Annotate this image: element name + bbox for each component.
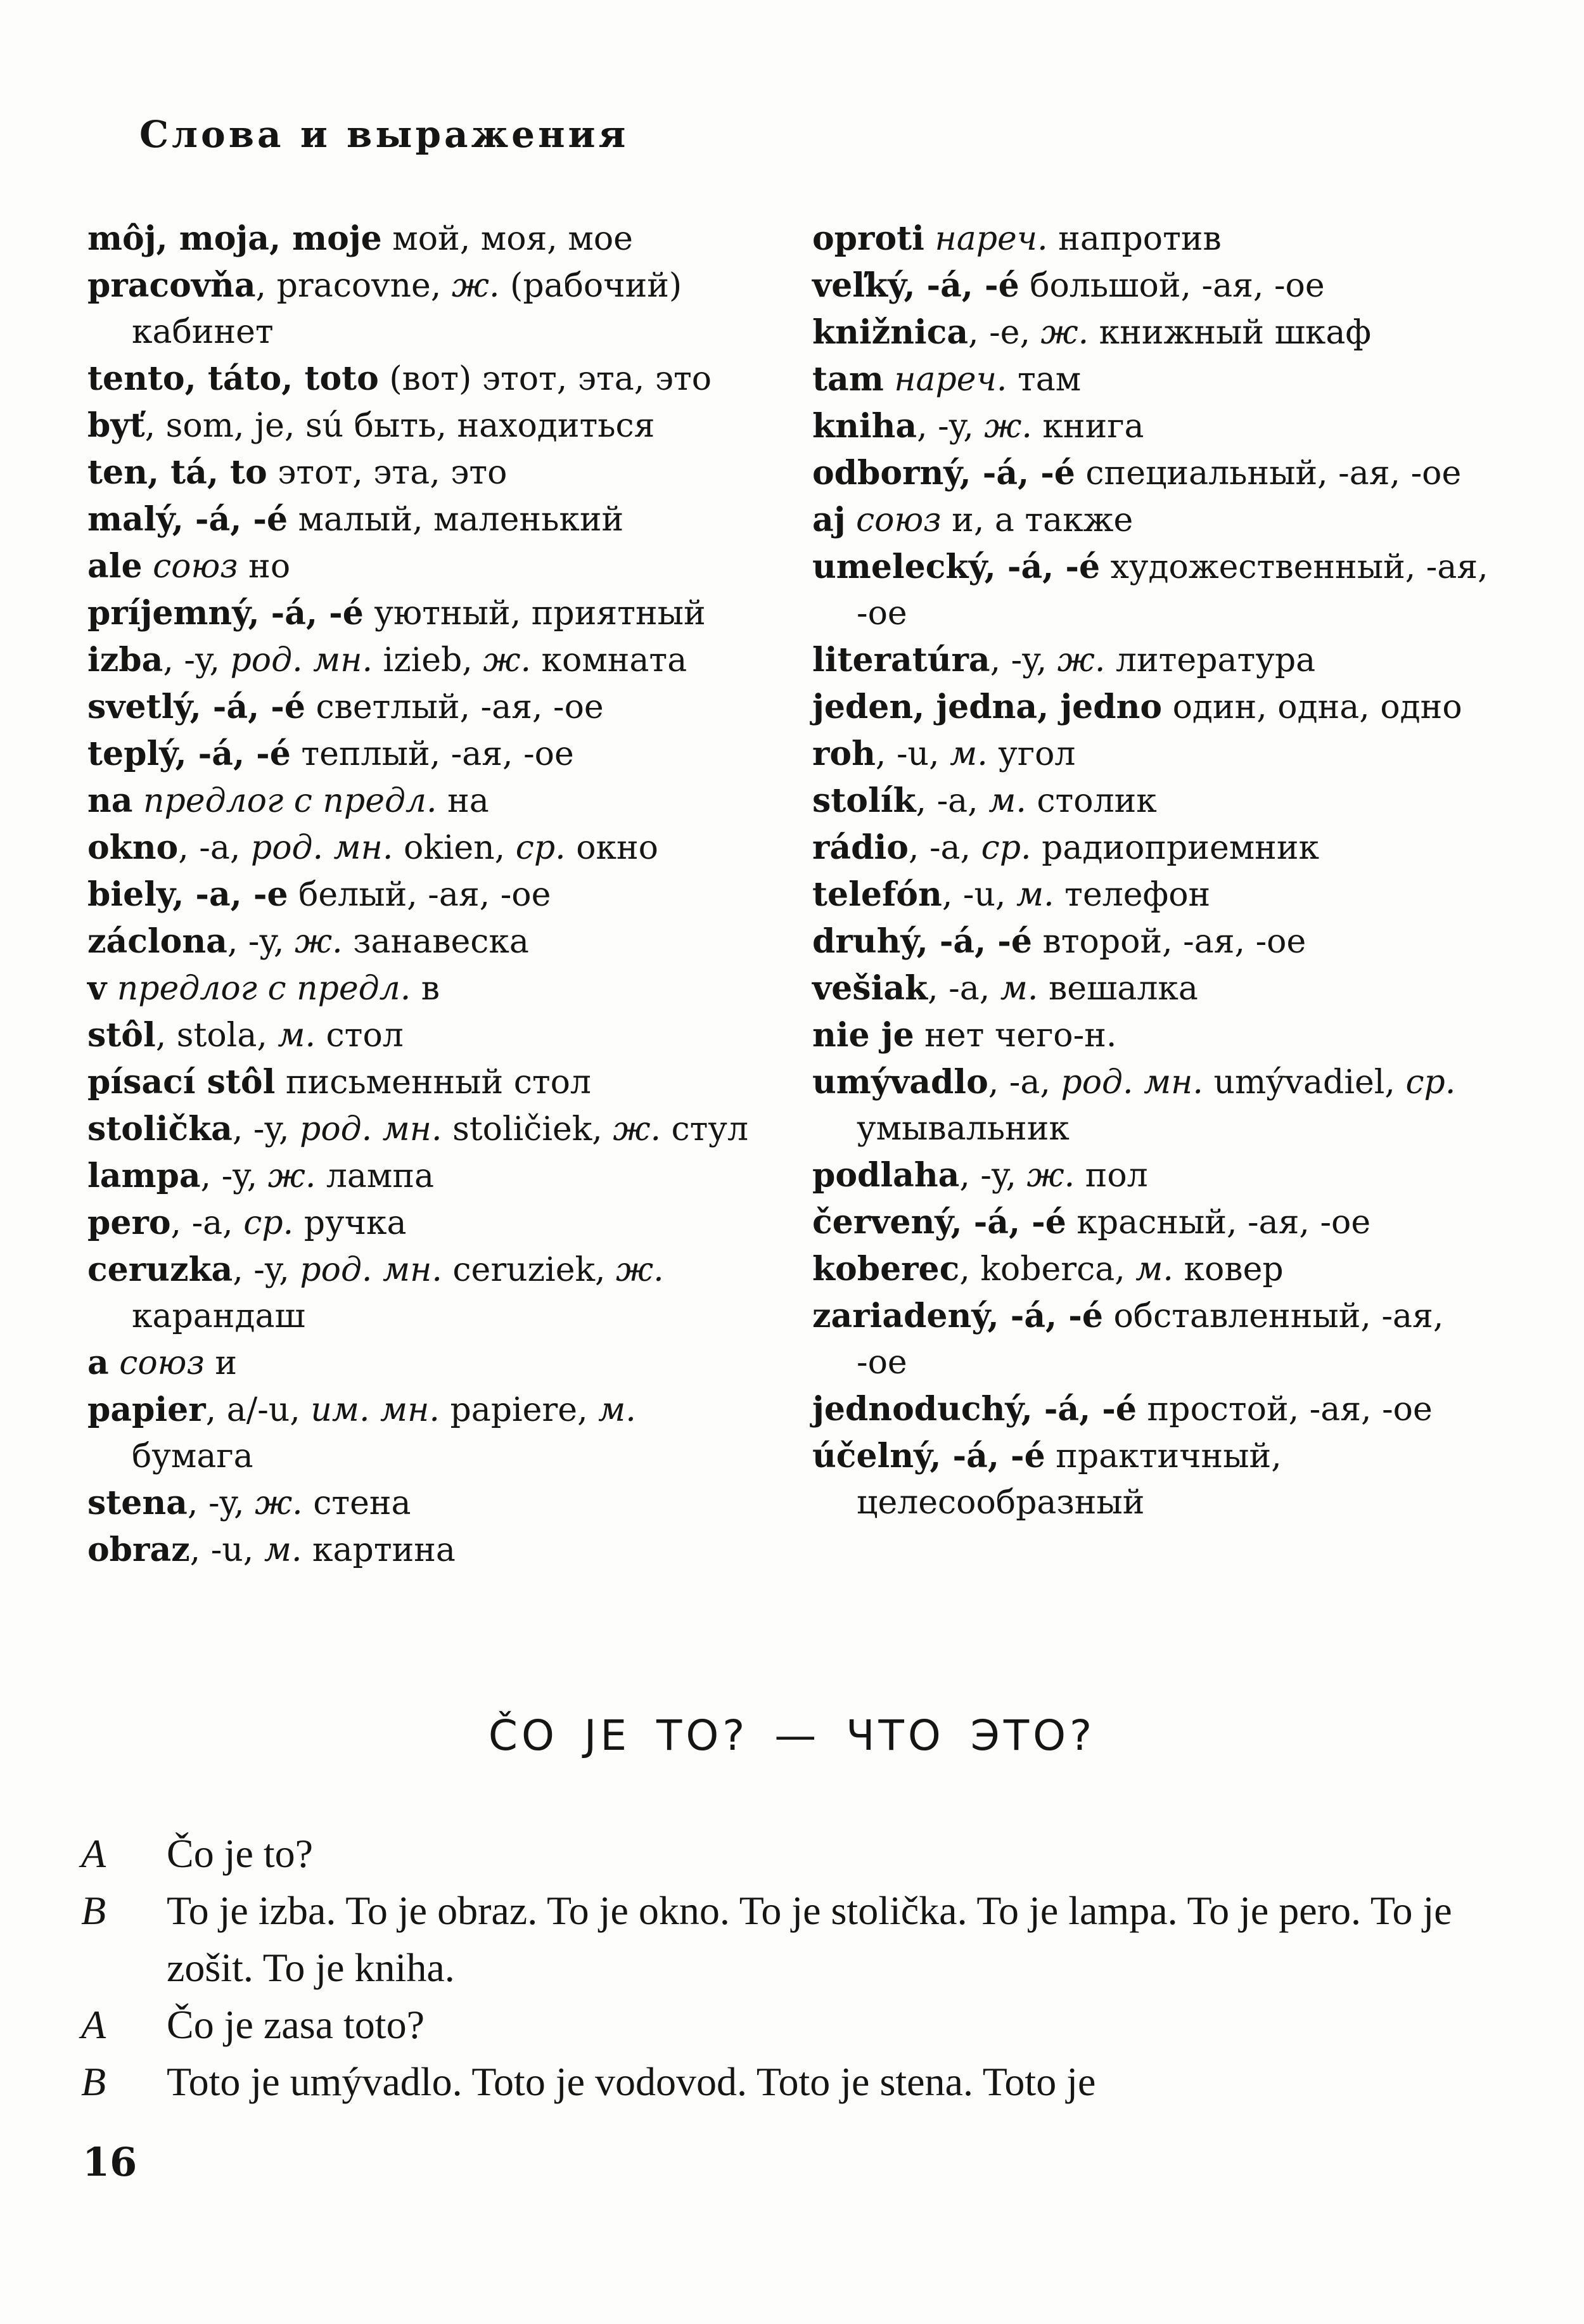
translation: на bbox=[437, 782, 489, 820]
headword: oproti bbox=[812, 219, 924, 258]
vocab-entry bbox=[812, 1433, 1497, 1526]
headword: môj, moja, moje bbox=[87, 219, 382, 258]
translation: один, одна, одно bbox=[1162, 688, 1462, 726]
vocab-entry bbox=[812, 1152, 1497, 1199]
headword: pracovňa bbox=[87, 266, 256, 305]
grammar-label: м. bbox=[278, 1017, 316, 1055]
vocab-entry bbox=[87, 262, 759, 356]
translation: ручка bbox=[293, 1204, 407, 1242]
translation: картина bbox=[302, 1531, 456, 1569]
headword: ten, tá, to bbox=[87, 453, 267, 492]
translation: stoličiek, bbox=[442, 1110, 613, 1148]
translation: пол bbox=[1075, 1157, 1148, 1195]
translation: , -u, bbox=[189, 1531, 264, 1569]
speaker-label: B bbox=[81, 2059, 106, 2104]
grammar-label: м. bbox=[1000, 970, 1038, 1008]
headword: rádio bbox=[812, 828, 909, 867]
headword: kniha bbox=[812, 407, 917, 446]
grammar-label: род. мн. bbox=[250, 829, 393, 867]
grammar-label: ж. bbox=[613, 1110, 661, 1148]
translation: , -a, bbox=[928, 970, 1000, 1008]
vocab-entry bbox=[87, 1012, 759, 1059]
vocab-entry bbox=[812, 965, 1497, 1012]
grammar-label: ж. bbox=[1026, 1157, 1075, 1195]
grammar-label: м. bbox=[950, 735, 988, 773]
vocab-entry bbox=[812, 684, 1497, 731]
headword: na bbox=[87, 781, 133, 820]
translation: белый, -ая, -ое bbox=[288, 876, 551, 914]
vocab-entry bbox=[87, 965, 759, 1012]
vocab-entry bbox=[87, 449, 759, 496]
grammar-label: ж. bbox=[451, 267, 500, 305]
vocab-entry bbox=[812, 450, 1497, 497]
vocab-entry bbox=[812, 1012, 1497, 1059]
grammar-label: нареч. bbox=[935, 220, 1048, 258]
headword: papier bbox=[87, 1390, 206, 1429]
vocab-entry bbox=[87, 590, 759, 637]
dialog-line bbox=[81, 1996, 1500, 2053]
vocab-entry bbox=[87, 1059, 759, 1106]
headword: stolík bbox=[812, 781, 916, 820]
translation bbox=[133, 782, 144, 820]
grammar-label: род. мн. bbox=[1061, 1063, 1203, 1101]
translation: , koberca, bbox=[959, 1250, 1136, 1288]
translation: , som, je, sú быть, находиться bbox=[144, 407, 655, 445]
translation: , pracovne, bbox=[255, 267, 452, 305]
vocab-entry bbox=[812, 356, 1497, 403]
translation: umývadiel, bbox=[1203, 1063, 1406, 1101]
headword: okno bbox=[87, 828, 179, 867]
translation: книга bbox=[1032, 408, 1144, 446]
grammar-label: м. bbox=[598, 1391, 636, 1429]
translation: радиоприемник bbox=[1031, 829, 1319, 867]
vocab-entry bbox=[87, 215, 759, 262]
vocab-entry bbox=[812, 215, 1497, 262]
translation: стол bbox=[316, 1017, 404, 1055]
translation: этот, эта, это bbox=[267, 454, 508, 492]
translation: занавеска bbox=[342, 923, 529, 961]
vocab-entry bbox=[812, 403, 1497, 450]
translation: , -u, bbox=[942, 876, 1016, 914]
translation: , -a, bbox=[170, 1204, 244, 1242]
vocab-entry bbox=[87, 918, 759, 965]
translation bbox=[884, 361, 895, 399]
dialog-text: Toto je umývadlo. Toto je vodovod. Toto je stena. Toto je bbox=[167, 2059, 1096, 2104]
grammar-label: ж. bbox=[984, 408, 1032, 446]
headword: nie je bbox=[812, 1016, 914, 1055]
vocab-entry bbox=[87, 637, 759, 684]
translation: мой, моя, мое bbox=[381, 220, 633, 258]
vocab-entry bbox=[812, 1199, 1497, 1246]
headword: stena bbox=[87, 1484, 188, 1522]
vocab-entry bbox=[87, 1153, 759, 1200]
dialog-text: Čo je to? bbox=[167, 1831, 314, 1876]
translation: телефон bbox=[1054, 876, 1211, 914]
grammar-label: род. мн. bbox=[300, 1110, 442, 1148]
headword: lampa bbox=[87, 1157, 201, 1195]
headword: druhý, -á, -é bbox=[812, 922, 1032, 961]
headword: veľký, -á, -é bbox=[812, 266, 1019, 305]
headword: písací stôl bbox=[87, 1063, 276, 1101]
translation: большой, -ая, -ое bbox=[1019, 267, 1325, 305]
translation: , -y, bbox=[200, 1157, 268, 1195]
vocab-entry bbox=[812, 262, 1497, 309]
headword: biely, -a, -e bbox=[87, 875, 288, 914]
translation: светлый, -ая, -ое bbox=[305, 688, 604, 726]
grammar-label: союз bbox=[153, 548, 238, 586]
dialog-line bbox=[81, 1825, 1500, 1882]
grammar-label: ср. bbox=[243, 1204, 294, 1242]
translation: , -y, bbox=[227, 923, 295, 961]
section-heading: Слова и выражения bbox=[139, 113, 629, 156]
translation: художественный, -ая, -ое bbox=[857, 548, 1488, 632]
vocab-entry bbox=[87, 1106, 759, 1153]
grammar-label: ж. bbox=[483, 641, 531, 679]
vocab-entry bbox=[87, 1527, 759, 1574]
translation: , -e, bbox=[968, 314, 1041, 352]
vocab-entry bbox=[87, 871, 759, 918]
vocab-entry bbox=[87, 825, 759, 871]
translation: лампа bbox=[316, 1157, 435, 1195]
headword: tam bbox=[812, 360, 884, 399]
translation: в bbox=[411, 970, 440, 1008]
translation: , -a, bbox=[988, 1063, 1061, 1101]
vocab-entry bbox=[87, 1480, 759, 1527]
vocab-entry bbox=[87, 1247, 759, 1340]
headword: ceruzka bbox=[87, 1250, 233, 1289]
translation: теплый, -ая, -ое bbox=[290, 735, 574, 773]
translation: (вот) этот, эта, это bbox=[378, 360, 712, 398]
grammar-label: ж. bbox=[1040, 314, 1089, 352]
headword: izba bbox=[87, 641, 163, 679]
headword: umývadlo bbox=[812, 1063, 988, 1101]
vocab-entry bbox=[812, 309, 1497, 356]
vocab-entry bbox=[87, 496, 759, 543]
translation: литература bbox=[1105, 641, 1316, 679]
headword: telefón bbox=[812, 875, 942, 914]
vocab-entry bbox=[87, 1340, 759, 1387]
translation: второй, -ая, -ое bbox=[1032, 923, 1306, 961]
vocabulary-left-column bbox=[87, 215, 759, 1574]
speaker-label: A bbox=[81, 2002, 106, 2047]
translation: , -y, bbox=[163, 641, 231, 679]
translation: напротив bbox=[1047, 220, 1222, 258]
vocab-entry bbox=[87, 356, 759, 402]
grammar-label: предлог с предл. bbox=[143, 782, 437, 820]
translation: okien, bbox=[393, 829, 516, 867]
translation: , -y, bbox=[232, 1110, 300, 1148]
translation bbox=[109, 1344, 120, 1382]
headword: literatúra bbox=[812, 641, 990, 679]
vocab-entry bbox=[87, 1200, 759, 1247]
translation bbox=[846, 501, 857, 539]
translation: ковер bbox=[1173, 1250, 1284, 1288]
headword: červený, -á, -é bbox=[812, 1203, 1066, 1242]
headword: aj bbox=[812, 501, 846, 539]
translation: стена bbox=[302, 1484, 411, 1522]
headword: tento, táto, toto bbox=[87, 359, 379, 398]
grammar-label: ср. bbox=[981, 829, 1032, 867]
translation: , -y, bbox=[233, 1251, 300, 1289]
headword: odborný, -á, -é bbox=[812, 454, 1075, 492]
vocab-entry bbox=[87, 778, 759, 825]
dialog-text: To je izba. To je obraz. To je okno. To je stolička. To je lampa. To je pero. To je zošit. To je kniha. bbox=[167, 1888, 1452, 1990]
vocab-entry bbox=[812, 825, 1497, 871]
translation: и bbox=[204, 1344, 237, 1382]
translation: специальный, -ая, -ое bbox=[1075, 454, 1462, 492]
translation: там bbox=[1007, 361, 1082, 399]
dialog-line bbox=[81, 2053, 1500, 2110]
headword: zariadený, -á, -é bbox=[812, 1297, 1103, 1335]
headword: teplý, -á, -é bbox=[87, 735, 291, 773]
grammar-label: им. мн. bbox=[310, 1391, 440, 1429]
translation: малый, маленький bbox=[288, 501, 624, 539]
translation: , -a, bbox=[178, 829, 251, 867]
grammar-label: ср. bbox=[515, 829, 566, 867]
grammar-label: род. мн. bbox=[230, 641, 373, 679]
translation: вешалка bbox=[1038, 970, 1198, 1008]
grammar-label: союз bbox=[856, 501, 942, 539]
translation: , stola, bbox=[155, 1017, 278, 1055]
translation: papiere, bbox=[439, 1391, 599, 1429]
grammar-label: м. bbox=[988, 782, 1026, 820]
translation: , -y, bbox=[990, 641, 1057, 679]
speaker-label: B bbox=[81, 1888, 106, 1933]
headword: a bbox=[87, 1344, 109, 1382]
vocab-entry bbox=[812, 1059, 1497, 1152]
translation: , -y, bbox=[187, 1484, 255, 1522]
grammar-label: м. bbox=[1016, 876, 1054, 914]
translation: письменный стол bbox=[275, 1063, 591, 1101]
headword: jeden, jedna, jedno bbox=[812, 688, 1163, 726]
vocab-entry bbox=[812, 637, 1497, 684]
grammar-label: ж. bbox=[267, 1157, 316, 1195]
translation: уютный, приятный bbox=[363, 594, 706, 632]
translation bbox=[924, 220, 935, 258]
translation: , -a, bbox=[916, 782, 989, 820]
vocab-entry bbox=[812, 544, 1497, 637]
translation: книжный шкаф bbox=[1089, 314, 1372, 352]
headword: knižnica bbox=[812, 313, 969, 352]
headword: byť bbox=[87, 406, 145, 445]
translation: практичный, целесообразный bbox=[857, 1437, 1282, 1522]
page-number: 16 bbox=[82, 2139, 137, 2185]
headword: v bbox=[87, 969, 107, 1008]
headword: podlaha bbox=[812, 1156, 960, 1195]
grammar-label: ср. bbox=[1405, 1063, 1456, 1101]
vocabulary-right-column bbox=[812, 215, 1497, 1526]
translation: но bbox=[238, 548, 291, 586]
translation: и, а также bbox=[941, 501, 1134, 539]
vocab-entry bbox=[87, 402, 759, 449]
translation: , -u, bbox=[875, 735, 950, 773]
vocab-entry bbox=[812, 918, 1497, 965]
vocab-entry bbox=[812, 1293, 1497, 1386]
translation: ceruziek, bbox=[442, 1251, 616, 1289]
translation: простой, -ая, -ое bbox=[1136, 1390, 1433, 1428]
vocab-entry bbox=[812, 1386, 1497, 1433]
grammar-label: нареч. bbox=[894, 361, 1007, 399]
grammar-label: м. bbox=[264, 1531, 302, 1569]
translation: столик bbox=[1026, 782, 1157, 820]
headword: príjemný, -á, -é bbox=[87, 594, 364, 632]
vocab-entry bbox=[87, 1387, 759, 1480]
grammar-label: ж. bbox=[295, 923, 343, 961]
headword: pero bbox=[87, 1204, 171, 1242]
vocab-entry bbox=[87, 543, 759, 590]
translation: , -y, bbox=[917, 408, 985, 446]
grammar-label: ж. bbox=[616, 1251, 664, 1289]
dialog bbox=[81, 1825, 1500, 2110]
headword: svetlý, -á, -é bbox=[87, 688, 305, 726]
headword: malý, -á, -é bbox=[87, 500, 288, 539]
headword: obraz bbox=[87, 1531, 190, 1569]
headword: stôl bbox=[87, 1016, 156, 1055]
translation: , -a, bbox=[908, 829, 981, 867]
grammar-label: ж. bbox=[255, 1484, 303, 1522]
headword: ale bbox=[87, 547, 143, 586]
vocab-entry bbox=[812, 497, 1497, 544]
headword: účelný, -á, -é bbox=[812, 1437, 1045, 1475]
translation: , -y, bbox=[959, 1157, 1027, 1195]
translation: izieb, bbox=[373, 641, 483, 679]
translation: обставленный, -ая, -ое bbox=[857, 1297, 1444, 1382]
speaker-label: A bbox=[81, 1831, 106, 1876]
headword: umelecký, -á, -é bbox=[812, 548, 1101, 586]
translation: красный, -ая, -ое bbox=[1066, 1204, 1371, 1242]
vocab-entry bbox=[812, 731, 1497, 778]
translation: бумага bbox=[132, 1437, 253, 1475]
translation: (рабочий) кабинет bbox=[132, 267, 682, 351]
grammar-label: ж. bbox=[1057, 641, 1106, 679]
vocab-entry bbox=[812, 1246, 1497, 1293]
vocab-entry bbox=[87, 731, 759, 778]
translation: умывальник bbox=[857, 1110, 1070, 1148]
dialog-line bbox=[81, 1882, 1500, 1996]
vocab-entry bbox=[87, 684, 759, 731]
headword: roh bbox=[812, 735, 876, 773]
dialog-text: Čo je zasa toto? bbox=[167, 2002, 425, 2047]
translation: , a/-u, bbox=[205, 1391, 311, 1429]
translation: комната bbox=[530, 641, 687, 679]
translation: окно bbox=[565, 829, 658, 867]
headword: koberec bbox=[812, 1250, 960, 1288]
grammar-label: союз bbox=[119, 1344, 205, 1382]
translation: нет чего-н. bbox=[914, 1017, 1117, 1055]
headword: jednoduchý, -á, -é bbox=[812, 1390, 1137, 1428]
vocab-entry bbox=[812, 871, 1497, 918]
headword: záclona bbox=[87, 922, 227, 961]
grammar-label: предлог с предл. bbox=[117, 970, 411, 1008]
translation bbox=[143, 548, 153, 586]
vocab-entry bbox=[812, 778, 1497, 825]
headword: vešiak bbox=[812, 969, 928, 1008]
grammar-label: м. bbox=[1135, 1250, 1173, 1288]
grammar-label: род. мн. bbox=[300, 1251, 442, 1289]
translation: карандаш bbox=[132, 1297, 305, 1335]
translation: стул bbox=[660, 1110, 749, 1148]
dialog-title: ČO JE TO? — ЧТО ЭТО? bbox=[488, 1711, 1096, 1760]
translation bbox=[106, 970, 117, 1008]
translation: угол bbox=[987, 735, 1076, 773]
headword: stolička bbox=[87, 1110, 233, 1148]
